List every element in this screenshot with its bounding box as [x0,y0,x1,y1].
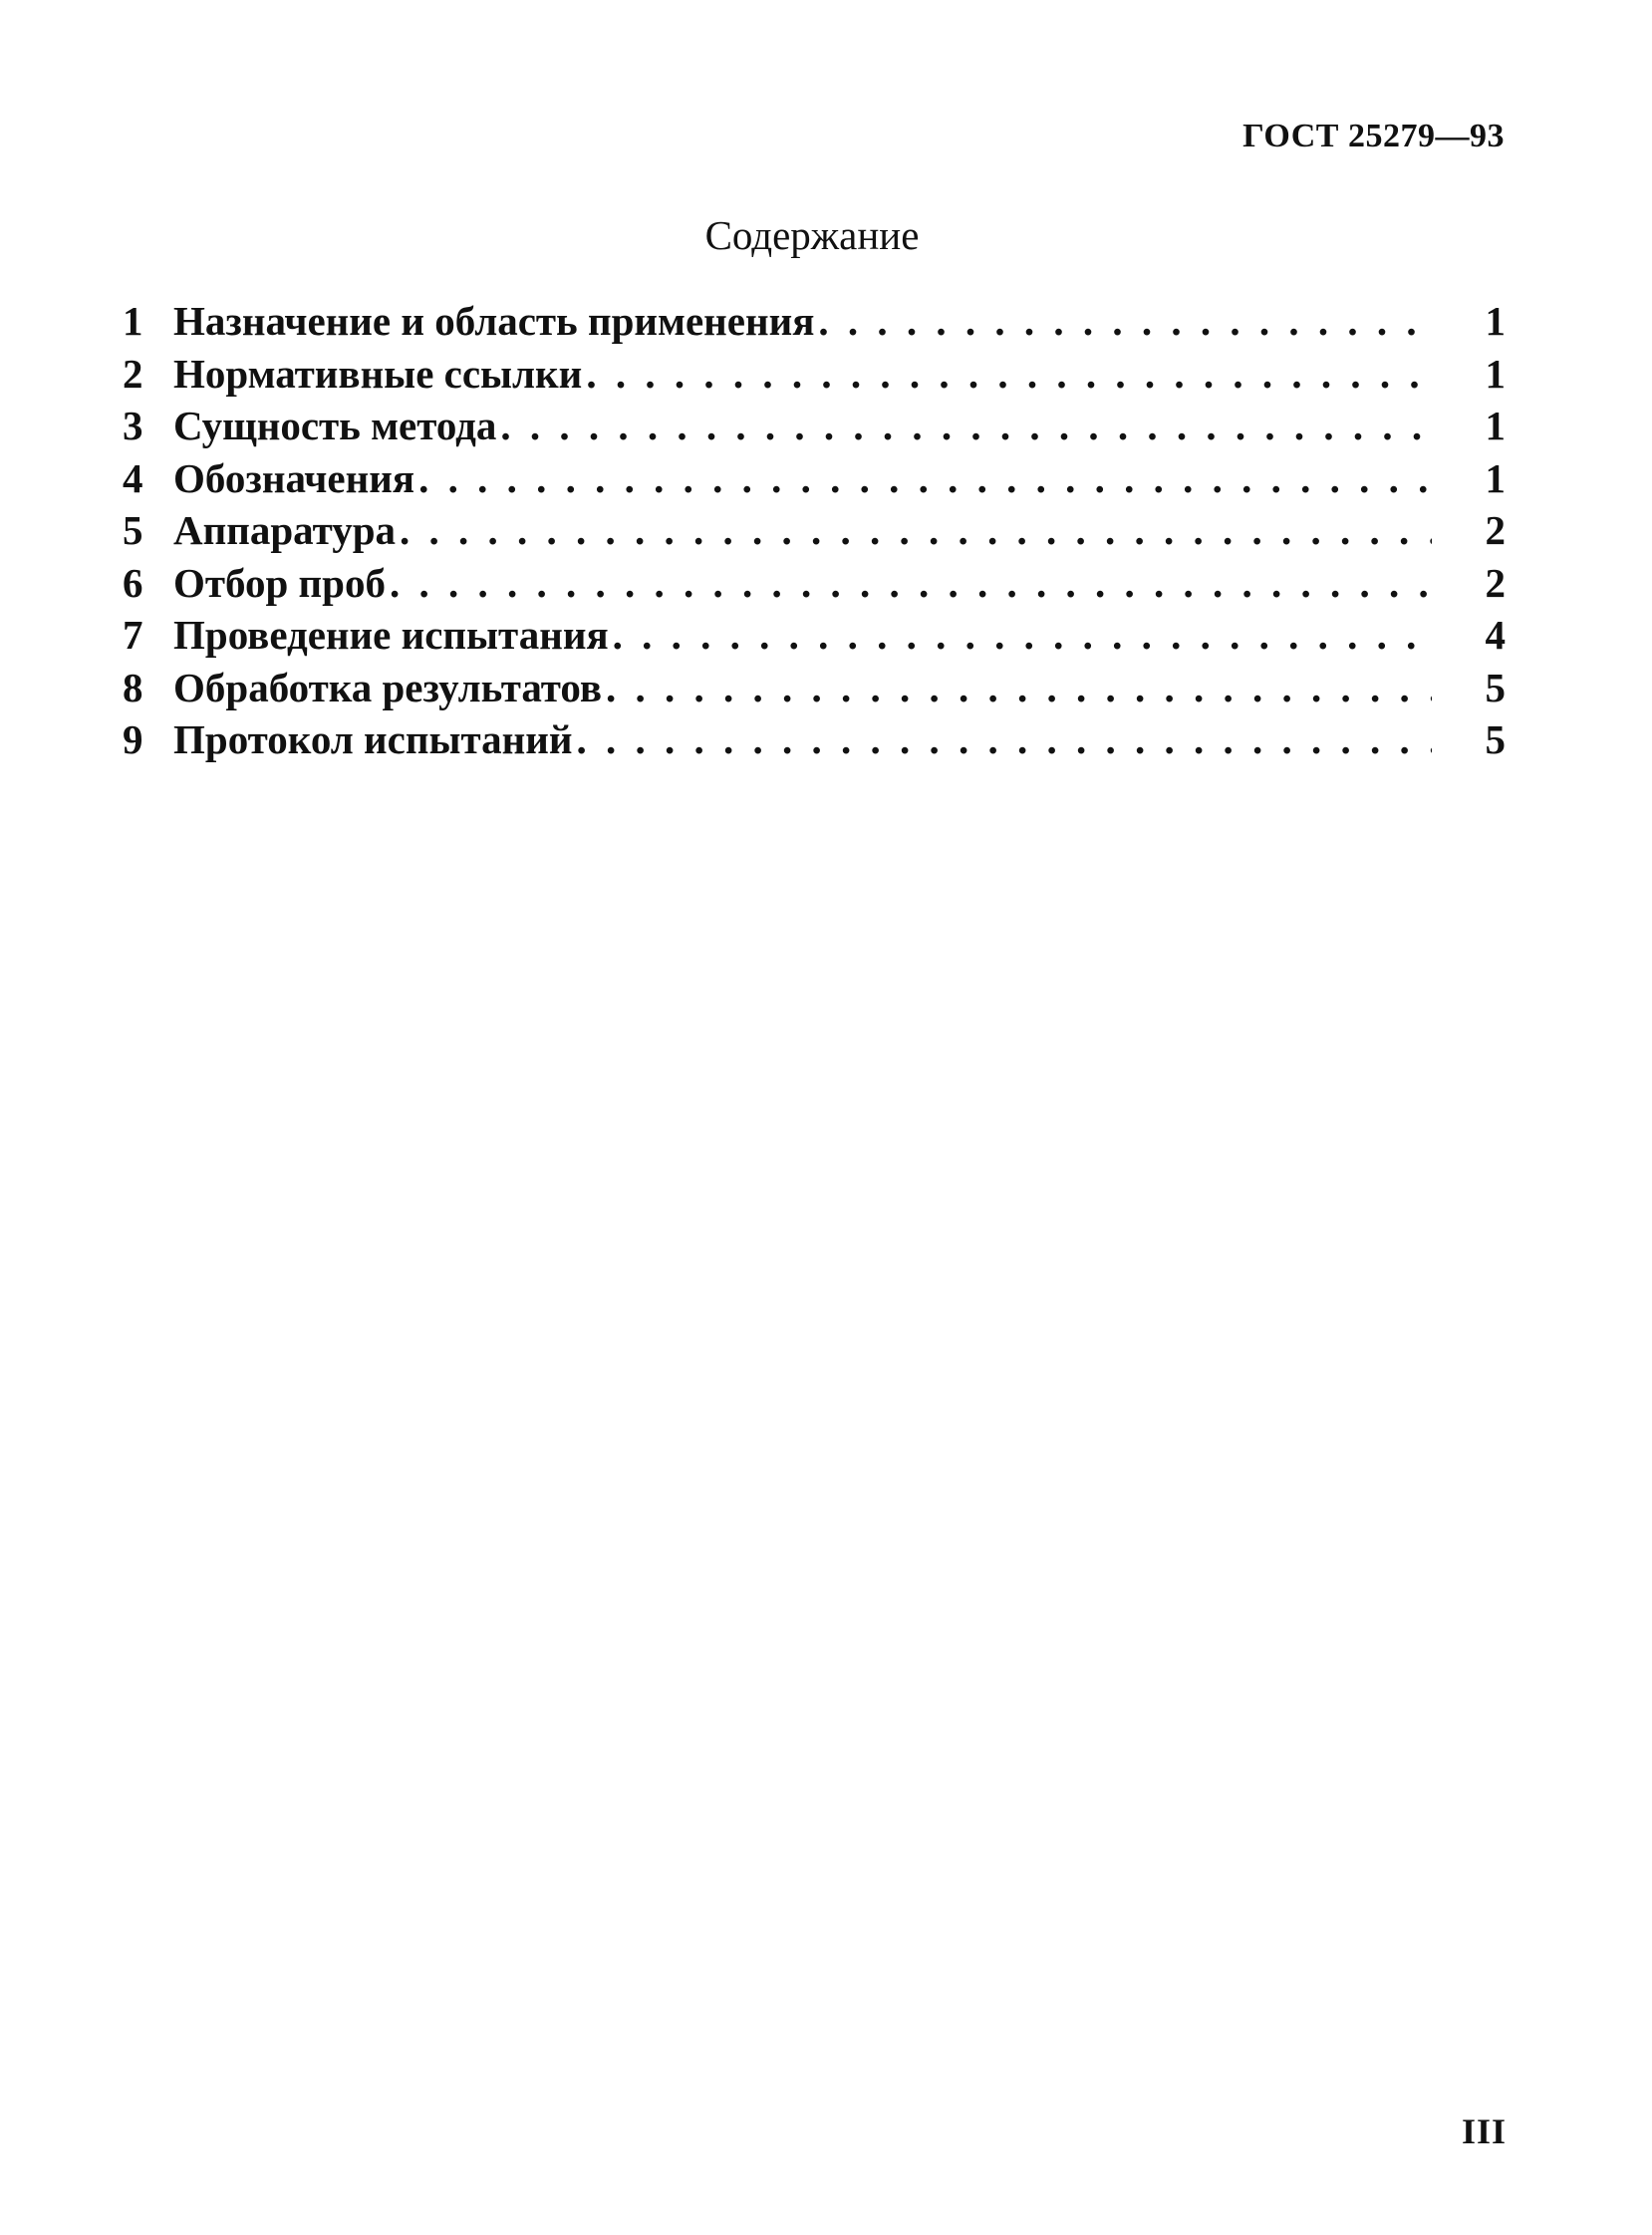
toc-item-label: Аппаратура [173,507,396,553]
toc-item [123,611,1506,664]
toc-title: Содержание [704,212,920,258]
toc-leader-dots [400,506,1432,554]
toc-leader-dots [818,297,1432,345]
toc-item [123,664,1506,716]
toc-item-number: 6 [123,559,143,606]
toc-item-label: Обработка результатов [173,664,603,710]
toc-item-number: 5 [123,507,143,553]
toc-item-label: Проведение испытания [173,612,609,658]
toc-item-page: 1 [1485,454,1506,501]
toc-item-page: 2 [1485,559,1506,606]
toc-leader-dots [390,559,1432,607]
toc-item-page: 4 [1485,612,1506,658]
toc-item-number: 8 [123,664,143,710]
toc-item-page: 5 [1485,664,1506,710]
toc-item-label: Нормативные ссылки [173,350,583,397]
toc-leader-dots [613,611,1432,659]
toc-item-label: Отбор проб [173,559,386,606]
toc-item-number: 2 [123,350,143,397]
table-of-contents [123,297,1506,768]
toc-leader-dots [577,715,1432,763]
toc-item [123,506,1506,559]
toc-leader-dots [606,664,1432,711]
toc-item-number: 3 [123,403,143,448]
page-number: III [1461,2111,1507,2151]
toc-item [123,297,1506,350]
toc-item [123,715,1506,768]
toc-item [123,350,1506,403]
toc-item-label: Сущность метода [173,403,497,448]
toc-item [123,559,1506,612]
toc-item-label: Назначение и область применения [173,298,815,344]
toc-item-page: 5 [1485,716,1506,762]
toc-item-page: 1 [1485,403,1506,448]
toc-item-number: 9 [123,716,143,762]
toc-item-page: 1 [1485,350,1506,397]
toc-item-number: 1 [123,298,143,344]
toc-item-label: Обозначения [173,454,415,501]
toc-item-number: 4 [123,454,143,501]
toc-leader-dots [586,350,1432,398]
toc-item-page: 1 [1485,298,1506,344]
toc-item [123,454,1506,507]
toc-leader-dots [418,454,1432,502]
toc-item-number: 7 [123,612,143,658]
toc-item [123,402,1506,454]
document-code: ГОСТ 25279—93 [1242,118,1505,154]
toc-item-page: 2 [1485,507,1506,553]
toc-leader-dots [500,402,1432,449]
toc-item-label: Протокол испытаний [173,716,573,762]
